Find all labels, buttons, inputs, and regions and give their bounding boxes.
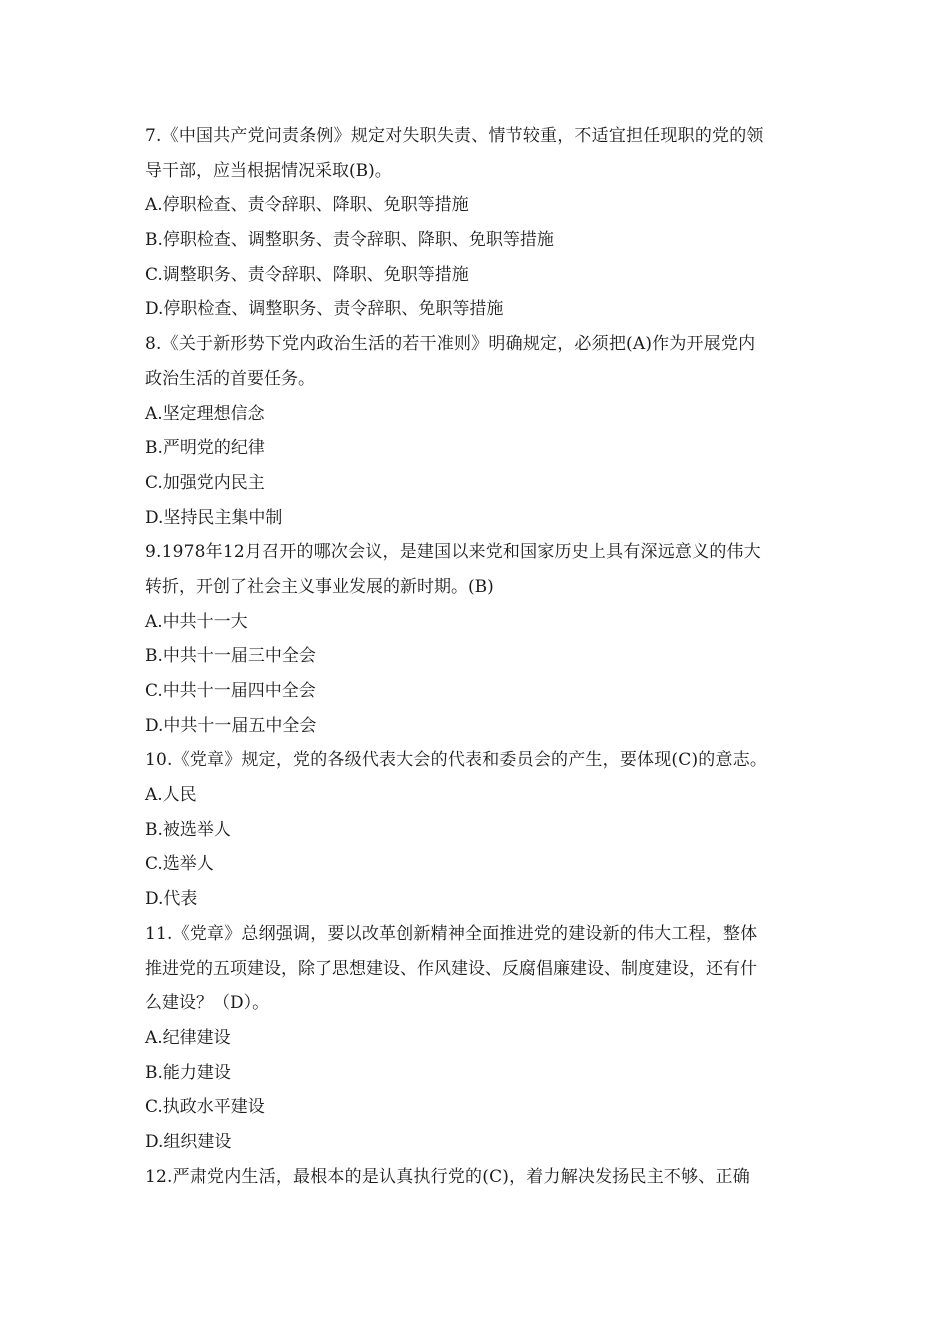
question-10-option-d: D.代表 [145, 889, 198, 910]
question-11-line-2: 推进党的五项建设，除了思想建设、作风建设、反腐倡廉建设、制度建设，还有什 [145, 958, 757, 979]
question-10-option-b: B.被选举人 [145, 819, 231, 840]
question-10-line-1: 10.《党章》规定，党的各级代表大会的代表和委员会的产生，要体现(C)的意志。 [145, 750, 768, 771]
question-12-line-1: 12.严肃党内生活，最根本的是认真执行党的(C)，着力解决发扬民主不够、正确 [145, 1166, 750, 1187]
question-text-block [145, 119, 810, 1194]
question-8-option-b: B.严明党的纪律 [145, 438, 265, 459]
question-11-line-1: 11.《党章》总纲强调，要以改革创新精神全面推进党的建设新的伟大工程，整体 [145, 923, 758, 944]
question-11-option-c: C.执政水平建设 [145, 1097, 265, 1118]
question-11-option-a: A.纪律建设 [145, 1027, 231, 1048]
question-11-line-3: 么建设？（D）。 [145, 993, 270, 1014]
question-9-line-1: 9.1978年12月召开的哪次会议，是建国以来党和国家历史上具有深远意义的伟大 [145, 542, 761, 563]
question-9-line-2: 转折，开创了社会主义事业发展的新时期。(B) [145, 576, 494, 597]
question-7-option-b: B.停职检查、调整职务、责令辞职、降职、免职等措施 [145, 230, 554, 251]
question-7-line-2: 导干部，应当根据情况采取(B)。 [145, 160, 392, 181]
question-8-option-a: A.坚定理想信念 [145, 403, 265, 424]
question-7-option-c: C.调整职务、责令辞职、降职、免职等措施 [145, 264, 469, 285]
question-8-line-1: 8.《关于新形势下党内政治生活的若干准则》明确规定，必须把(A)作为开展党内 [145, 334, 756, 355]
question-9-option-a: A.中共十一大 [145, 611, 248, 632]
question-9-option-d: D.中共十一届五中全会 [145, 715, 317, 736]
question-11-option-d: D.组织建设 [145, 1131, 232, 1152]
question-7-option-a: A.停职检查、责令辞职、降职、免职等措施 [145, 195, 469, 216]
question-7-option-d: D.停职检查、调整职务、责令辞职、免职等措施 [145, 299, 504, 320]
question-8-option-d: D.坚持民主集中制 [145, 507, 283, 528]
question-10-option-c: C.选举人 [145, 854, 214, 875]
question-7-line-1: 7.《中国共产党问责条例》规定对失职失责、情节较重，不适宜担任现职的党的领 [145, 126, 764, 146]
question-8-option-c: C.加强党内民主 [145, 472, 265, 493]
question-8-line-2: 政治生活的首要任务。 [145, 368, 315, 389]
question-10-option-a: A.人民 [145, 785, 197, 806]
question-11-option-b: B.能力建设 [145, 1062, 231, 1083]
question-9-option-c: C.中共十一届四中全会 [145, 681, 316, 701]
question-9-option-b: B.中共十一届三中全会 [145, 646, 316, 667]
